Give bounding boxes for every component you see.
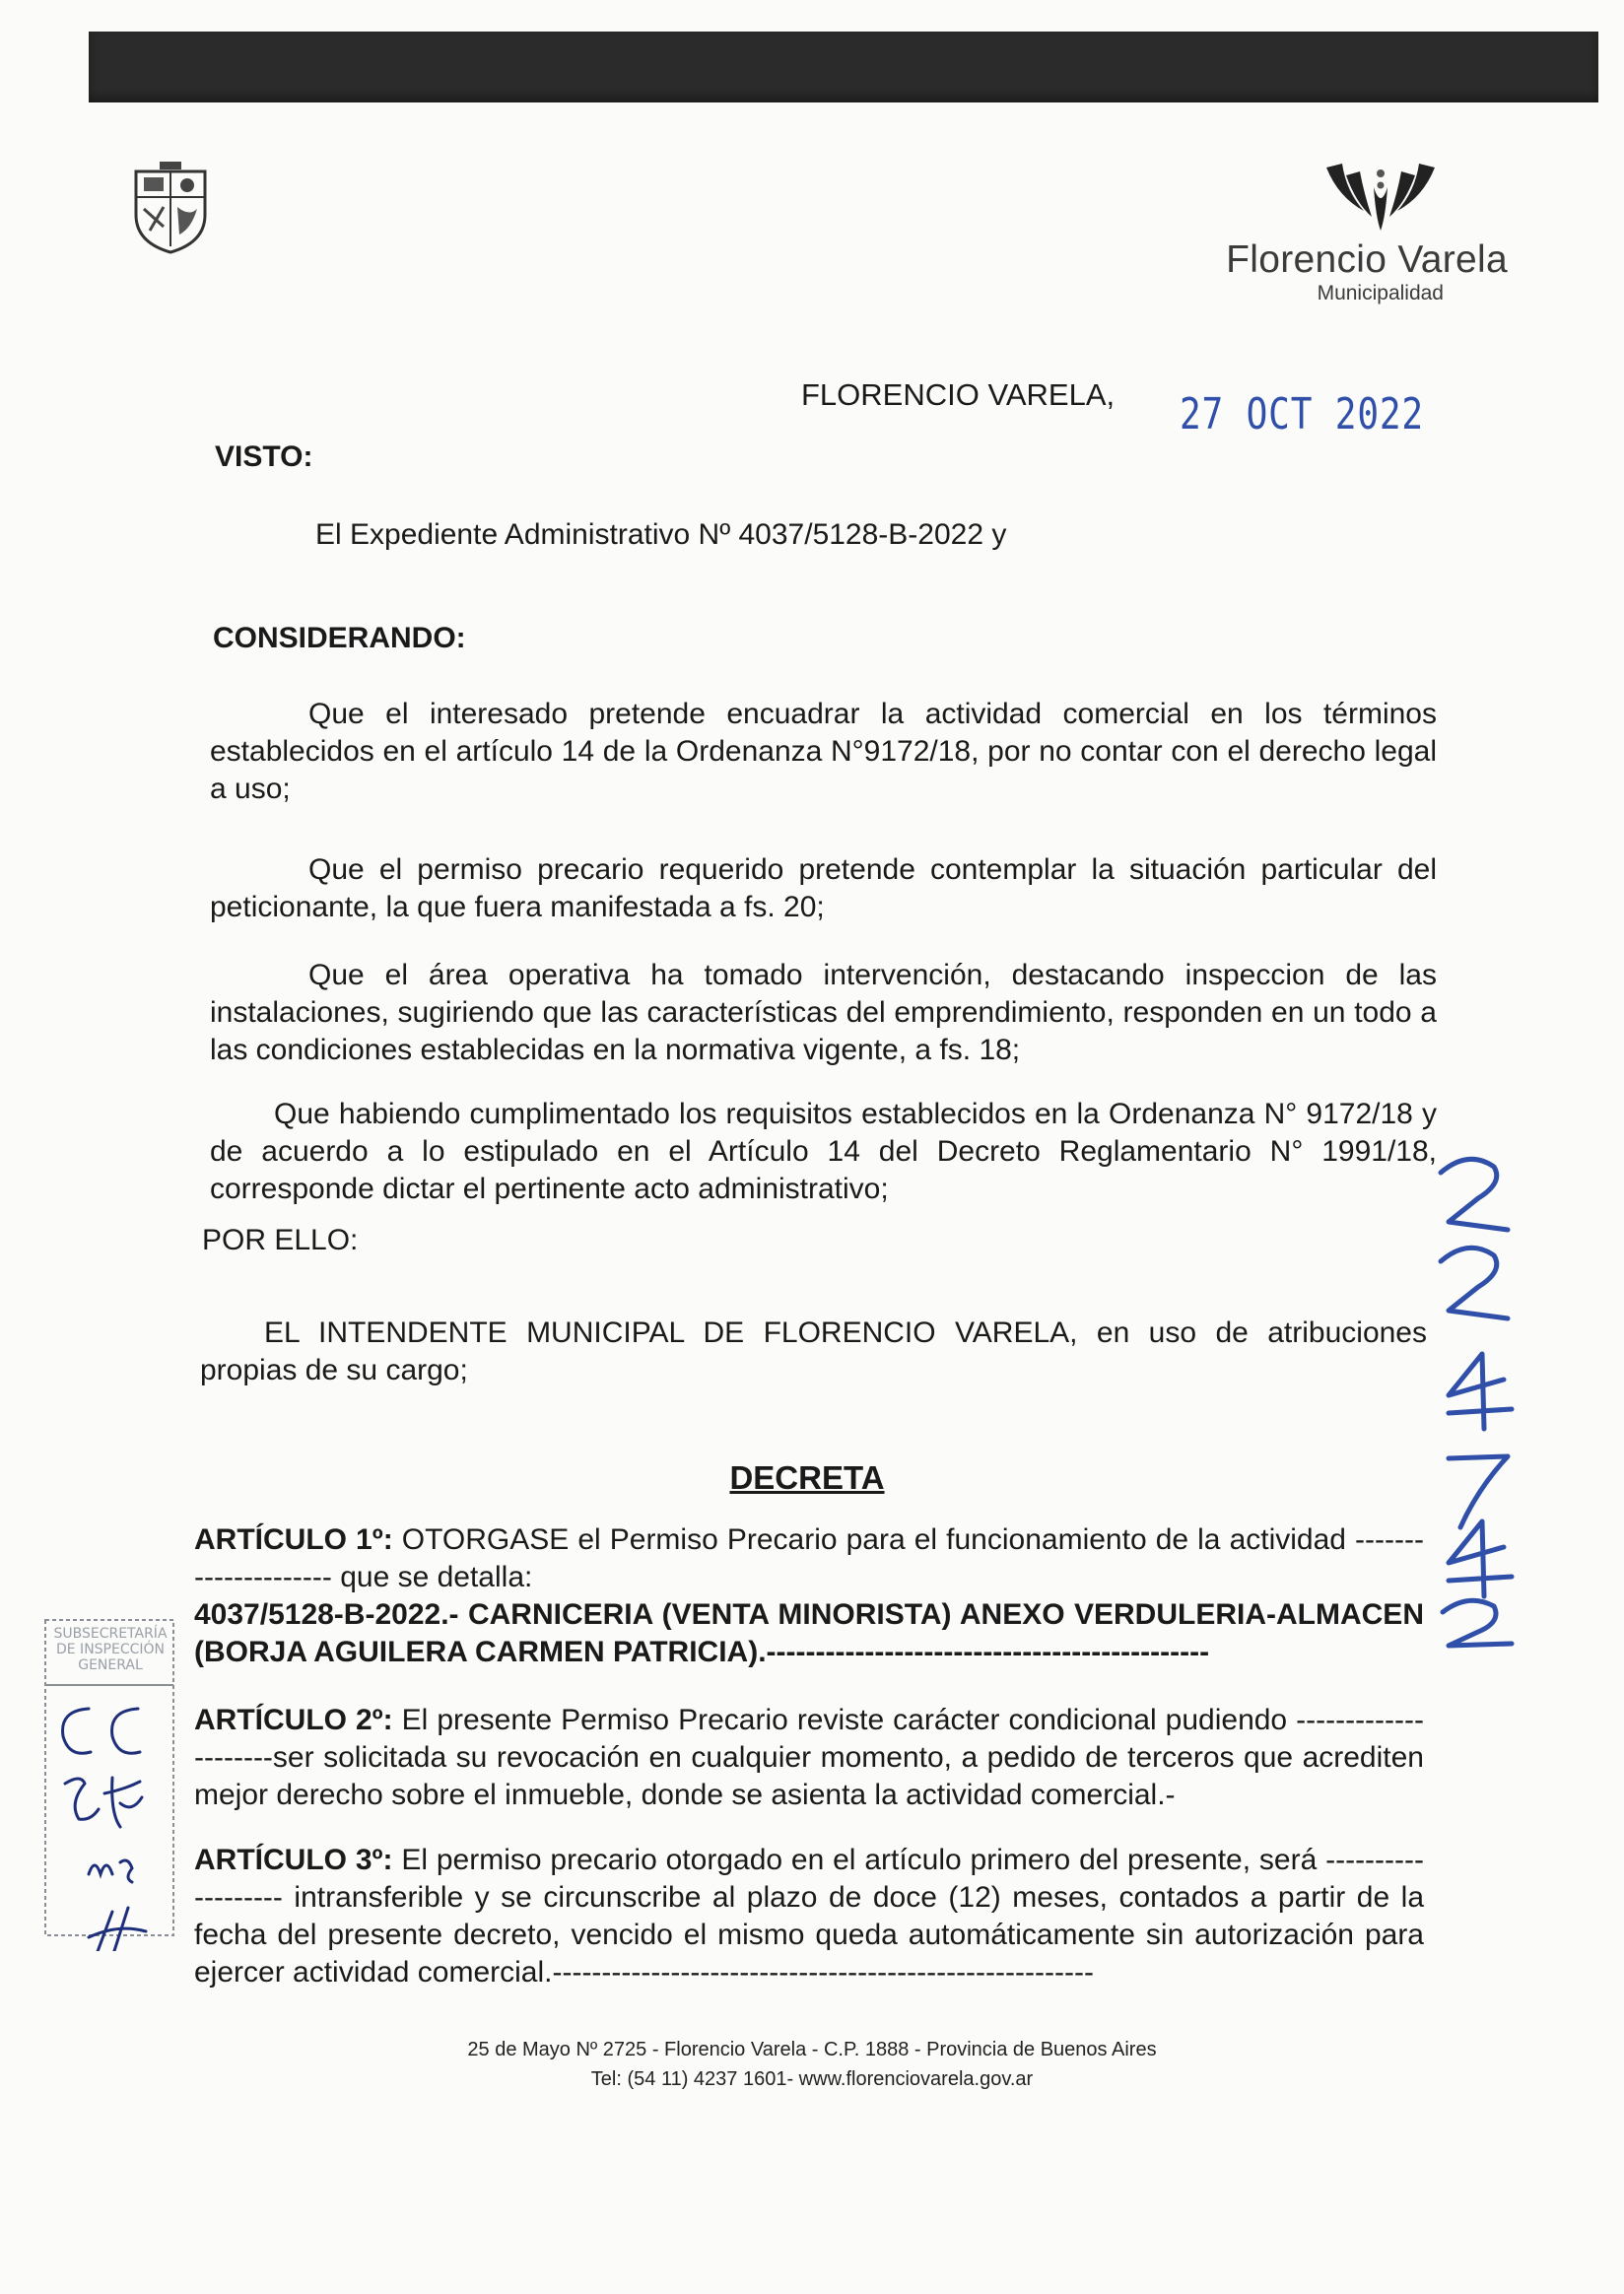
- intendente-paragraph: EL INTENDENTE MUNICIPAL DE FLORENCIO VARELA, en uso de atribuciones propias de su cargo;: [200, 1316, 1427, 1386]
- article-2: [194, 1702, 1424, 1814]
- date-stamp: 27 OCT 2022: [1180, 389, 1424, 439]
- footer-address: 25 de Mayo Nº 2725 - Florencio Varela - C.P. 1888 - Provincia de Buenos Aires: [467, 2039, 1157, 2060]
- document-place: FLORENCIO VARELA,: [801, 377, 1116, 412]
- article-label: ARTÍCULO 1º:: [194, 1523, 393, 1556]
- scan-header-bar: [89, 32, 1598, 102]
- considerando-heading: CONSIDERANDO:: [213, 622, 466, 654]
- article-activity: 4037/5128-B-2022.- CARNICERIA (VENTA MINORISTA) ANEXO VERDULERIA-ALMACEN (BORJA AGUILERA CARMEN PATRICIA).---------------------------------------------: [194, 1598, 1424, 1668]
- expediente-line: El Expediente Administrativo Nº 4037/5128-B-2022 y: [315, 518, 1007, 551]
- stamp-office-text: SUBSECRETARÍA DE INSPECCIÓN GENERAL: [53, 1626, 168, 1673]
- article-text: El presente Permiso Precario reviste carácter condicional pudiendo ---------------------ser solicitada su revocación en cualquier momento, a pedido de terceros que acrediten mejor derecho sobre el inmueble, donde se asienta la actividad comercial.-: [194, 1704, 1425, 1811]
- considerando-paragraph: Que el interesado pretende encuadrar la actividad comercial en los términos establecidos en el artículo 14 de la Ordenanza N°9172/18, por no contar con el derecho legal a uso;: [210, 698, 1437, 805]
- florencio-varela-logo-icon: [1317, 158, 1445, 236]
- visto-heading: VISTO:: [215, 440, 313, 473]
- decreta-heading: DECRETA: [729, 1459, 885, 1496]
- por-ello-heading: POR ELLO:: [202, 1224, 359, 1256]
- considerando-paragraph: Que el permiso precario requerido pretende contemplar la situación particular del peticionante, la que fuera manifestada a fs. 20;: [210, 853, 1437, 923]
- footer-contact: Tel: (54 11) 4237 1601- www.florenciovarela.gov.ar: [590, 2068, 1034, 2090]
- article-3: [194, 1842, 1424, 1991]
- article-text: El permiso precario otorgado en el artículo primero del presente, será ------------------- intransferible y se circunscribe al plazo de doce (12) meses, contados a partir de la fecha del presente decreto, vencido el mismo queda automáticamente sin autorización para ejercer actividad comercial.-------------------------------------------------------: [194, 1844, 1425, 1989]
- municipal-crest-icon: [130, 158, 211, 256]
- brand-subtitle: Municipalidad: [1317, 282, 1444, 304]
- considerando-paragraph: Que el área operativa ha tomado intervención, destacando inspeccion de las instalaciones, sugiriendo que las características del emprendimiento, responden en un todo a las condiciones establecidas en la normativa vigente, a fs. 18;: [210, 959, 1437, 1066]
- article-label: ARTÍCULO 3º:: [194, 1844, 393, 1876]
- article-1: [194, 1521, 1424, 1671]
- considerando-paragraph: Que habiendo cumplimentado los requisitos establecidos en la Ordenanza N° 9172/18 y de acuerdo a lo estipulado en el Artículo 14 del Decreto Reglamentario N° 1991/18, corresponde dictar el pertinente acto administrativo;: [210, 1098, 1437, 1205]
- brand-name: Florencio Varela: [1226, 238, 1508, 281]
- handwritten-decree-number: [1409, 1143, 1557, 1655]
- article-label: ARTÍCULO 2º:: [194, 1704, 393, 1736]
- article-text: OTORGASE el Permiso Precario para el funcionamiento de la actividad --------------------- que se detalla:: [194, 1523, 1424, 1593]
